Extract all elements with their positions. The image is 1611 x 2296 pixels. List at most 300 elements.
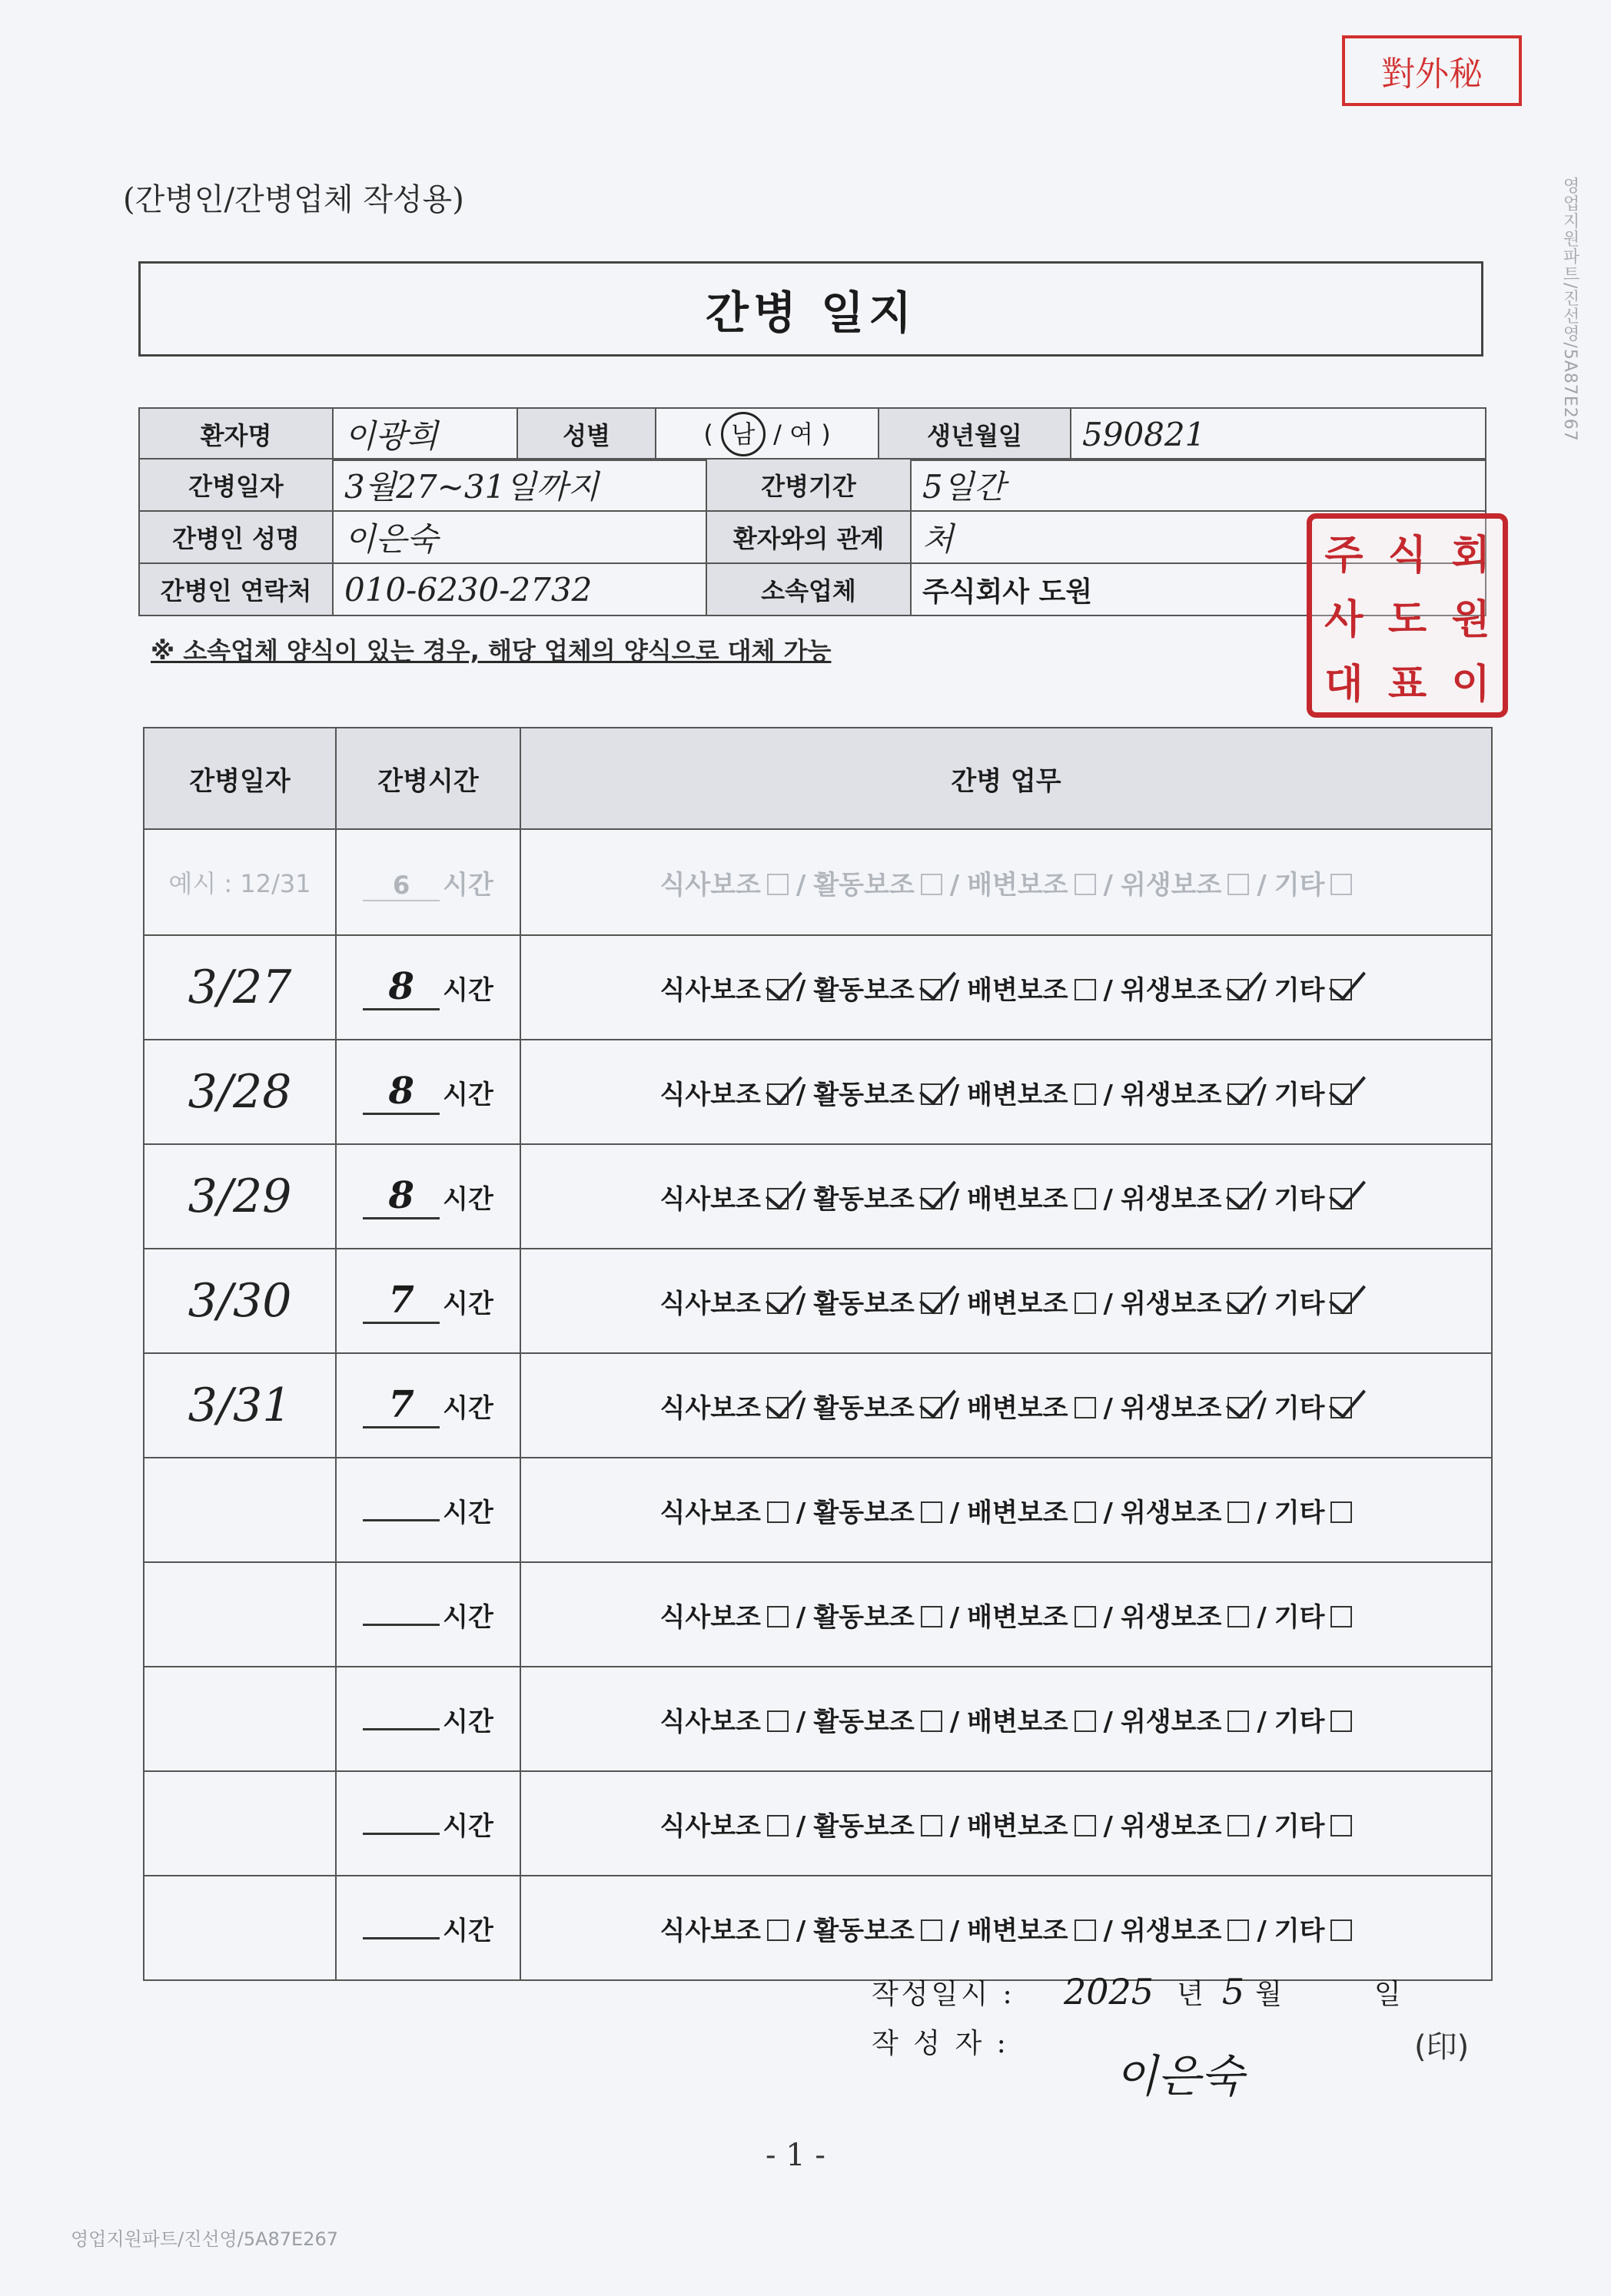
task-checkbox[interactable] xyxy=(1227,979,1249,1000)
log-row xyxy=(144,1040,1492,1144)
task-checkbox[interactable] xyxy=(1330,1815,1352,1836)
task-item xyxy=(967,1805,1095,1843)
log-example-row xyxy=(144,829,1492,935)
log-hours-cell[interactable] xyxy=(336,1458,520,1562)
company-seal xyxy=(1307,513,1508,718)
task-label: 식사보조 xyxy=(659,869,761,901)
task-separator: / xyxy=(1103,1497,1113,1528)
task-item xyxy=(660,969,789,1007)
footer-year[interactable]: 2025 xyxy=(1064,1971,1154,2012)
task-label: 기타 xyxy=(1274,1915,1325,1946)
task-checkbox[interactable] xyxy=(921,1919,942,1941)
task-label: 식사보조 xyxy=(659,1810,761,1842)
log-hours-value[interactable]: 6 xyxy=(363,871,440,901)
task-item xyxy=(1274,1909,1353,1947)
task-checkbox[interactable] xyxy=(921,1083,942,1105)
log-hours-cell[interactable] xyxy=(336,829,520,935)
care-date-label: 간병일자 xyxy=(139,459,333,511)
task-label: 식사보조 xyxy=(659,1288,761,1319)
task-item xyxy=(813,1178,942,1216)
task-item xyxy=(967,1491,1095,1529)
log-hours-value[interactable]: 7 xyxy=(363,1279,440,1324)
gender-value[interactable]: ( 남 / 여 ) xyxy=(656,408,879,460)
task-item xyxy=(1121,1805,1249,1843)
log-row xyxy=(144,1144,1492,1249)
log-header-date: 간병일자 xyxy=(144,728,336,829)
task-checkbox[interactable] xyxy=(1227,1397,1249,1418)
task-label: 활동보조 xyxy=(813,1915,915,1946)
task-checkbox[interactable] xyxy=(1075,1710,1096,1732)
task-checkbox[interactable] xyxy=(1227,1919,1249,1941)
task-item xyxy=(1121,1073,1249,1111)
log-tasks-cell xyxy=(520,1353,1492,1458)
task-item xyxy=(813,864,942,901)
task-label: 위생보조 xyxy=(1120,1288,1222,1319)
task-checkbox[interactable] xyxy=(921,1710,942,1732)
task-item xyxy=(660,1596,789,1634)
info-row-patient xyxy=(139,408,1486,460)
footer-month[interactable]: 5 xyxy=(1221,1971,1245,2012)
log-hours-value[interactable]: 8 xyxy=(363,1174,440,1219)
task-separator: / xyxy=(949,1392,960,1424)
task-checkbox[interactable] xyxy=(1330,979,1352,1000)
task-checkbox[interactable] xyxy=(767,874,789,895)
log-date-cell[interactable]: 3/31 xyxy=(144,1353,336,1458)
task-separator: / xyxy=(1103,1183,1113,1215)
care-date-value[interactable]: 3월27~31일까지 xyxy=(333,459,706,511)
task-separator: / xyxy=(1257,1288,1267,1319)
task-checkbox[interactable] xyxy=(1075,1397,1096,1418)
task-checkbox[interactable] xyxy=(1330,1501,1352,1523)
log-hours-cell[interactable] xyxy=(336,1249,520,1353)
log-hours-value[interactable] xyxy=(363,1624,440,1626)
task-checkbox[interactable] xyxy=(921,874,942,895)
task-separator: / xyxy=(949,1706,960,1737)
task-checkbox[interactable] xyxy=(1330,1188,1352,1209)
log-hours-unit: 시간 xyxy=(443,1497,493,1528)
task-item xyxy=(1274,1387,1353,1425)
task-item xyxy=(967,1178,1095,1216)
task-separator: / xyxy=(796,869,806,901)
log-date-cell[interactable] xyxy=(144,1667,336,1771)
task-checkbox[interactable] xyxy=(1330,1710,1352,1732)
log-date-cell[interactable]: 3/29 xyxy=(144,1144,336,1249)
side-watermark: 영업지원파트/진선영/5A87E267 xyxy=(1560,177,1579,442)
task-checkbox[interactable] xyxy=(1075,1606,1096,1627)
task-checkbox[interactable] xyxy=(1075,1292,1096,1314)
task-label: 배변보조 xyxy=(967,1392,1068,1424)
task-item xyxy=(660,1387,789,1425)
task-item xyxy=(813,969,942,1007)
task-item xyxy=(660,1178,789,1216)
log-date-cell[interactable] xyxy=(144,1876,336,1980)
task-label: 배변보조 xyxy=(967,1706,1068,1737)
task-label: 식사보조 xyxy=(659,974,761,1006)
task-checkbox[interactable] xyxy=(921,1292,942,1314)
log-hours-value[interactable] xyxy=(363,1937,440,1939)
log-date-cell[interactable] xyxy=(144,1562,336,1667)
log-date-cell[interactable]: 3/28 xyxy=(144,1040,336,1144)
task-label: 활동보조 xyxy=(813,974,915,1006)
task-checkbox[interactable] xyxy=(1075,1188,1096,1209)
task-separator: / xyxy=(1257,869,1267,901)
log-hours-value[interactable]: 8 xyxy=(363,1070,440,1115)
task-label: 기타 xyxy=(1274,869,1325,901)
task-checkbox[interactable] xyxy=(1227,874,1249,895)
task-separator: / xyxy=(796,1288,806,1319)
task-item xyxy=(813,1700,942,1738)
task-label: 식사보조 xyxy=(659,1706,761,1737)
task-checkbox[interactable] xyxy=(1330,1292,1352,1314)
task-label: 활동보조 xyxy=(813,1288,915,1319)
task-checkbox[interactable] xyxy=(767,1397,789,1418)
task-label: 위생보조 xyxy=(1120,1497,1222,1528)
care-period-value[interactable]: 5일간 xyxy=(911,459,1486,511)
task-checkbox[interactable] xyxy=(1330,1083,1352,1105)
task-separator: / xyxy=(949,1288,960,1319)
task-label: 기타 xyxy=(1274,1392,1325,1424)
log-row xyxy=(144,1562,1492,1667)
task-label: 배변보조 xyxy=(967,974,1068,1006)
task-checkbox[interactable] xyxy=(1227,1606,1249,1627)
task-checkbox[interactable] xyxy=(767,1919,789,1941)
seal-char: 원 xyxy=(1451,596,1490,643)
caregiver-name-label: 간병인 성명 xyxy=(139,511,333,563)
task-separator: / xyxy=(949,1183,960,1215)
task-checkbox[interactable] xyxy=(767,1606,789,1627)
task-separator: / xyxy=(949,1497,960,1528)
task-separator: / xyxy=(949,1915,960,1946)
log-hours-cell[interactable] xyxy=(336,935,520,1040)
task-label: 기타 xyxy=(1274,1183,1325,1215)
seal-char: 도 xyxy=(1387,596,1427,643)
task-label: 기타 xyxy=(1274,1601,1325,1633)
task-separator: / xyxy=(1257,974,1267,1006)
author-signature[interactable]: 이은숙 xyxy=(1114,2050,1244,2102)
task-checkbox[interactable] xyxy=(1330,1919,1352,1941)
task-item xyxy=(967,1700,1095,1738)
log-header-hours: 간병시간 xyxy=(336,728,520,829)
task-checkbox[interactable] xyxy=(1227,1710,1249,1732)
task-checkbox[interactable] xyxy=(767,1188,789,1209)
task-item xyxy=(813,1282,942,1320)
care-log-table xyxy=(143,727,1493,1981)
seal-char: 사 xyxy=(1324,596,1364,643)
seal-char: 회 xyxy=(1451,532,1490,579)
log-tasks-cell xyxy=(520,1458,1492,1562)
log-hours-cell[interactable] xyxy=(336,1144,520,1249)
task-checkbox[interactable] xyxy=(1075,874,1096,895)
task-item xyxy=(660,864,789,901)
gender-label: 성별 xyxy=(517,408,656,460)
task-item xyxy=(813,1596,942,1634)
log-header-row xyxy=(144,728,1492,829)
task-item xyxy=(660,1805,789,1843)
task-checkbox[interactable] xyxy=(767,1815,789,1836)
log-hours-cell[interactable] xyxy=(336,1667,520,1771)
log-tasks-cell xyxy=(520,1144,1492,1249)
task-checkbox[interactable] xyxy=(1075,1815,1096,1836)
task-item xyxy=(1274,1491,1353,1529)
log-date-cell[interactable] xyxy=(144,1458,336,1562)
log-date-cell[interactable]: 3/30 xyxy=(144,1249,336,1353)
log-hours-unit: 시간 xyxy=(443,869,493,901)
task-label: 활동보조 xyxy=(813,1601,915,1633)
info-row-date xyxy=(139,459,1486,511)
task-checkbox[interactable] xyxy=(767,979,789,1000)
task-label: 배변보조 xyxy=(967,1079,1068,1110)
task-checkbox[interactable] xyxy=(921,1501,942,1523)
task-item xyxy=(967,864,1095,901)
task-label: 위생보조 xyxy=(1120,869,1222,901)
task-item xyxy=(813,1073,942,1111)
task-separator: / xyxy=(1103,1079,1113,1110)
task-checkbox[interactable] xyxy=(1330,1606,1352,1627)
task-item xyxy=(967,1596,1095,1634)
info-row-caregiver xyxy=(139,511,1486,563)
log-hours-unit: 시간 xyxy=(443,1915,493,1946)
task-checkbox[interactable] xyxy=(921,1606,942,1627)
task-checkbox[interactable] xyxy=(767,1710,789,1732)
task-checkbox[interactable] xyxy=(921,1188,942,1209)
caregiver-contact-label: 간병인 연락처 xyxy=(139,563,333,615)
footer-date-label: 작성일시 : xyxy=(872,1978,1015,2010)
task-item xyxy=(967,1387,1095,1425)
task-item xyxy=(1121,1178,1249,1216)
seal-char: 대 xyxy=(1324,661,1364,708)
info-row-contact xyxy=(139,563,1486,615)
gender-female-option[interactable]: 여 xyxy=(789,420,814,449)
log-hours-unit: 시간 xyxy=(443,1601,493,1633)
task-label: 활동보조 xyxy=(813,1497,915,1528)
birth-value[interactable]: 590821 xyxy=(1071,408,1486,460)
task-separator: / xyxy=(1103,1392,1113,1424)
log-row xyxy=(144,935,1492,1040)
footer-year-unit: 년 xyxy=(1177,1978,1204,2010)
task-label: 활동보조 xyxy=(813,1079,915,1110)
task-item xyxy=(813,1491,942,1529)
task-separator: / xyxy=(796,974,806,1006)
log-hours-value[interactable] xyxy=(363,1728,440,1730)
task-label: 식사보조 xyxy=(659,1497,761,1528)
gender-male-label: 남 xyxy=(731,420,756,449)
task-label: 배변보조 xyxy=(967,1601,1068,1633)
task-label: 배변보조 xyxy=(967,1288,1068,1319)
task-checkbox[interactable] xyxy=(1227,1501,1249,1523)
log-hours-cell[interactable] xyxy=(336,1562,520,1667)
task-separator: / xyxy=(796,1497,806,1528)
task-label: 위생보조 xyxy=(1120,1706,1222,1737)
task-item xyxy=(1274,1700,1353,1738)
task-checkbox[interactable] xyxy=(1227,1815,1249,1836)
task-label: 식사보조 xyxy=(659,1915,761,1946)
seal-char: 이 xyxy=(1451,661,1490,708)
task-item xyxy=(660,1282,789,1320)
task-item xyxy=(967,1073,1095,1111)
log-hours-cell[interactable] xyxy=(336,1353,520,1458)
task-label: 활동보조 xyxy=(813,1706,915,1737)
log-hours-unit: 시간 xyxy=(443,1392,493,1424)
confidential-stamp xyxy=(1342,35,1522,106)
log-hours-value[interactable] xyxy=(363,1519,440,1521)
log-hours-unit: 시간 xyxy=(443,1288,493,1319)
task-separator: / xyxy=(1103,1810,1113,1842)
task-item xyxy=(1274,969,1353,1007)
log-hours-unit: 시간 xyxy=(443,974,493,1006)
task-separator: / xyxy=(1257,1392,1267,1424)
task-checkbox[interactable] xyxy=(767,1083,789,1105)
task-item xyxy=(660,1700,789,1738)
task-label: 배변보조 xyxy=(967,1915,1068,1946)
task-checkbox[interactable] xyxy=(1227,1083,1249,1105)
task-separator: / xyxy=(796,1601,806,1633)
care-info-table xyxy=(138,458,1486,616)
bottom-watermark: 영업지원파트/진선영/5A87E267 xyxy=(71,2228,339,2250)
task-item xyxy=(1274,1073,1353,1111)
task-separator: / xyxy=(796,1810,806,1842)
task-label: 기타 xyxy=(1274,1288,1325,1319)
confidential-stamp-text: 對外秘 xyxy=(1381,55,1483,94)
seal-char: 식 xyxy=(1387,532,1427,579)
task-label: 기타 xyxy=(1274,1497,1325,1528)
task-item xyxy=(660,1909,789,1947)
log-date-cell[interactable]: 예시 : 12/31 xyxy=(144,829,336,935)
task-label: 식사보조 xyxy=(659,1392,761,1424)
task-item xyxy=(1121,1282,1249,1320)
task-separator: / xyxy=(1257,1183,1267,1215)
log-hours-cell[interactable] xyxy=(336,1876,520,1980)
caregiver-contact-value[interactable]: 010-6230-2732 xyxy=(333,563,706,615)
task-checkbox[interactable] xyxy=(767,1501,789,1523)
caregiver-name-value[interactable]: 이은숙 xyxy=(333,511,706,563)
page-title: 간병 일지 xyxy=(705,287,917,339)
task-item xyxy=(967,969,1095,1007)
log-header-tasks: 간병 업무 xyxy=(520,728,1492,829)
task-label: 배변보조 xyxy=(967,1183,1068,1215)
page-number: - 1 - xyxy=(766,2138,825,2173)
task-item xyxy=(660,1491,789,1529)
task-label: 기타 xyxy=(1274,1706,1325,1737)
patient-name-value[interactable]: 이광희 xyxy=(333,408,517,460)
task-separator: / xyxy=(1103,1288,1113,1319)
task-item xyxy=(813,1387,942,1425)
relation-value[interactable]: 처 xyxy=(911,511,1486,563)
relation-label: 환자와의 관계 xyxy=(706,511,911,563)
task-separator: / xyxy=(796,1915,806,1946)
patient-name-label: 환자명 xyxy=(139,408,333,460)
log-hours-value[interactable]: 7 xyxy=(363,1383,440,1428)
task-item xyxy=(1121,969,1249,1007)
task-item xyxy=(1121,1387,1249,1425)
task-separator: / xyxy=(1103,974,1113,1006)
log-row xyxy=(144,1771,1492,1876)
care-period-label: 간병기간 xyxy=(706,459,911,511)
task-separator: / xyxy=(1257,1497,1267,1528)
task-label: 식사보조 xyxy=(659,1183,761,1215)
task-label: 위생보조 xyxy=(1120,1810,1222,1842)
task-item xyxy=(1274,1178,1353,1216)
task-checkbox[interactable] xyxy=(1075,1083,1096,1105)
log-hours-value[interactable] xyxy=(363,1833,440,1835)
task-separator: / xyxy=(949,1601,960,1633)
log-hours-value[interactable]: 8 xyxy=(363,965,440,1010)
task-label: 위생보조 xyxy=(1120,1183,1222,1215)
task-label: 기타 xyxy=(1274,1810,1325,1842)
task-checkbox[interactable] xyxy=(921,979,942,1000)
task-separator: / xyxy=(1103,1601,1113,1633)
task-item xyxy=(660,1073,789,1111)
seal-char: 표 xyxy=(1387,661,1427,708)
log-date-cell[interactable]: 3/27 xyxy=(144,935,336,1040)
log-hours-cell[interactable] xyxy=(336,1040,520,1144)
task-separator: / xyxy=(796,1183,806,1215)
log-hours-cell[interactable] xyxy=(336,1771,520,1876)
log-row xyxy=(144,1353,1492,1458)
task-checkbox[interactable] xyxy=(1075,1919,1096,1941)
log-date-cell[interactable] xyxy=(144,1771,336,1876)
task-checkbox[interactable] xyxy=(921,1397,942,1418)
task-checkbox[interactable] xyxy=(1330,874,1352,895)
task-item xyxy=(967,1282,1095,1320)
task-label: 기타 xyxy=(1274,1079,1325,1110)
task-checkbox[interactable] xyxy=(1075,1501,1096,1523)
task-separator: / xyxy=(796,1706,806,1737)
task-item xyxy=(1121,1596,1249,1634)
task-item xyxy=(813,1805,942,1843)
task-label: 위생보조 xyxy=(1120,1601,1222,1633)
task-checkbox[interactable] xyxy=(767,1292,789,1314)
company-value[interactable]: 주식회사 도원 xyxy=(911,563,1486,615)
task-separator: / xyxy=(796,1392,806,1424)
task-item xyxy=(813,1909,942,1947)
task-label: 위생보조 xyxy=(1120,974,1222,1006)
log-hours-unit: 시간 xyxy=(443,1810,493,1842)
gender-male-option[interactable] xyxy=(721,412,766,456)
task-label: 활동보조 xyxy=(813,1392,915,1424)
task-separator: / xyxy=(949,974,960,1006)
task-label: 위생보조 xyxy=(1120,1392,1222,1424)
task-checkbox[interactable] xyxy=(921,1815,942,1836)
patient-info-table xyxy=(138,407,1486,461)
log-tasks-cell xyxy=(520,829,1492,935)
log-tasks-cell xyxy=(520,1249,1492,1353)
task-separator: / xyxy=(949,1810,960,1842)
task-label: 활동보조 xyxy=(813,869,915,901)
log-row xyxy=(144,1667,1492,1771)
task-separator: / xyxy=(1257,1915,1267,1946)
task-checkbox[interactable] xyxy=(1075,979,1096,1000)
task-separator: / xyxy=(1257,1079,1267,1110)
task-item xyxy=(1274,1282,1353,1320)
task-checkbox[interactable] xyxy=(1227,1188,1249,1209)
log-hours-unit: 시간 xyxy=(443,1706,493,1737)
task-label: 위생보조 xyxy=(1120,1915,1222,1946)
task-label: 배변보조 xyxy=(967,1810,1068,1842)
task-label: 활동보조 xyxy=(813,1183,915,1215)
task-separator: / xyxy=(1257,1601,1267,1633)
task-checkbox[interactable] xyxy=(1330,1397,1352,1418)
task-item xyxy=(1274,1805,1353,1843)
task-label: 배변보조 xyxy=(967,1497,1068,1528)
task-label: 활동보조 xyxy=(813,1810,915,1842)
task-separator: / xyxy=(949,869,960,901)
task-separator: / xyxy=(1103,869,1113,901)
task-separator: / xyxy=(1257,1706,1267,1737)
form-note: ※ 소속업체 양식이 있는 경우, 해당 업체의 양식으로 대체 가능 xyxy=(151,636,832,665)
footer-date-row xyxy=(872,1967,1401,2016)
footer-author-label: 작 성 자 : xyxy=(872,2027,1009,2059)
task-checkbox[interactable] xyxy=(1227,1292,1249,1314)
